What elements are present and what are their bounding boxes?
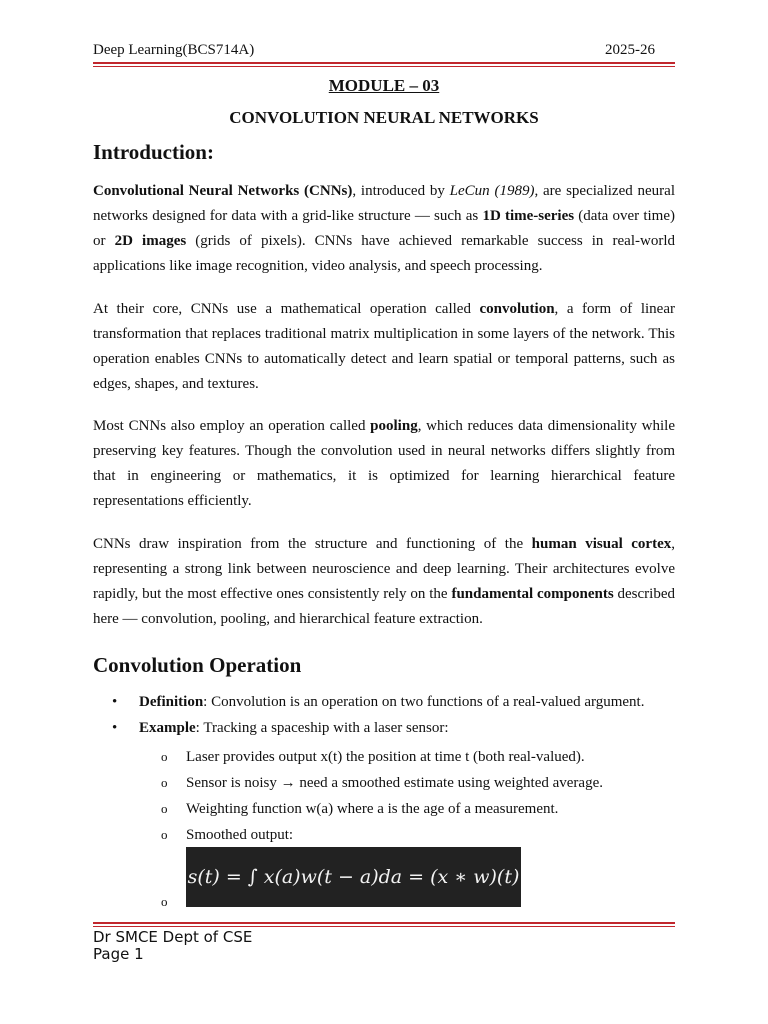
list-item: o Weighting function w(a) where a is the age of a measurement. <box>161 801 559 817</box>
intro-paragraph-1: Convolutional Neural Networks (CNNs), introduced by LeCun (1989), are specialized neural networks designed for data with a grid-like structure — such as 1D time-series (data over time) or 2D images (grids of pixels). CNNs have achieved remarkable success in real-world applications like image recognition, video analysis, and speech processing. <box>93 183 675 274</box>
page-number: Page 1 <box>93 945 144 963</box>
header-rule <box>93 62 675 64</box>
intro-paragraph-4: CNNs draw inspiration from the structure and functioning of the human visual cortex, representing a strong link between neuroscience and deep learning. Their architectures evolve rapidly, but the most effective ones consistently rely on the fundamental components described here — convolution, pooling, and hierarchical feature extraction. <box>93 536 675 627</box>
list-item: o Smoothed output: <box>161 827 294 843</box>
list-item: • Definition: Convolution is an operation on two functions of a real-valued argument. <box>112 694 645 710</box>
course-name: Deep Learning(BCS714A) <box>93 42 255 58</box>
intro-paragraph-3: Most CNNs also employ an operation called pooling, which reduces data dimensionality while preserving key features. Though the convolution used in neural networks differs slightly from that in engineering or mathematics, it is optimized for learning hierarchical feature representations efficiently. <box>93 418 675 509</box>
convolution-bullets <box>93 690 675 849</box>
footer-rule <box>93 922 675 924</box>
academic-year: 2025-26 <box>605 42 655 58</box>
convolution-formula: s(t) = ∫ x(a)w(t − a)da = (x ∗ w)(t) <box>186 847 521 907</box>
intro-paragraph-2: At their core, CNNs use a mathematical operation called convolution, a form of linear transformation that replaces traditional matrix multiplication in some layers of the network. This operation enables CNNs to automatically detect and learn spatial or temporal patterns, such as edges, shapes, and textures. <box>93 301 675 392</box>
convolution-heading: Convolution Operation <box>93 653 302 677</box>
list-item: o Laser provides output x(t) the position at time t (both real-valued). <box>161 749 585 765</box>
header-rule-thin <box>93 66 675 67</box>
footer-department: Dr SMCE Dept of CSE <box>93 928 253 946</box>
page-header <box>93 42 655 59</box>
page-footer <box>93 929 252 963</box>
formula-bullet: o <box>161 894 168 909</box>
list-item: o Sensor is noisy → need a smoothed estimate using weighted average. <box>161 775 603 791</box>
intro-heading: Introduction: <box>93 140 214 164</box>
module-title: MODULE – 03 <box>328 76 440 95</box>
list-item: • Example: Tracking a spaceship with a laser sensor: o Laser provides output x(t) the position at time t (both real-valued). o Sensor is noisy → need a smoothed estimate using weighted average. o Weighting function w(a) where a is the age of a measurement. o Smoothed output: <box>93 716 675 848</box>
chapter-title: CONVOLUTION NEURAL NETWORKS <box>229 108 539 127</box>
footer-rule-thin <box>93 926 675 927</box>
